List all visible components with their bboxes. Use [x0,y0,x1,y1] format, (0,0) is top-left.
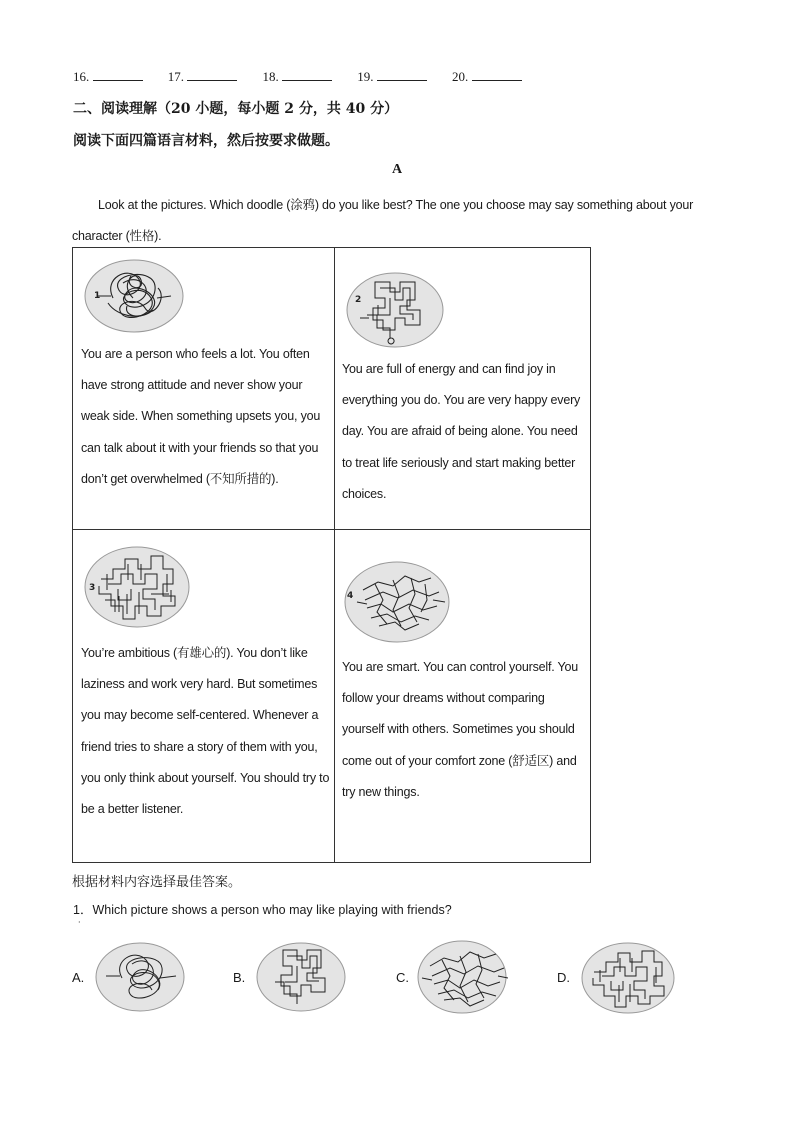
blank-19[interactable]: 19. [357,68,427,85]
blank-17[interactable]: 17. [168,68,238,85]
question-1: 1．Which picture shows a person who may like playing with friends? [73,903,452,917]
blank-18[interactable]: 18. [263,68,333,85]
question-intro: 根据材料内容选择最佳答案。 [72,875,242,890]
option-a-label[interactable]: A. [72,970,85,985]
part-title: A [391,162,403,177]
option-c-label[interactable]: C. [396,970,409,985]
doodle-table [72,247,591,863]
option-d-label[interactable]: D. [557,970,570,985]
cell-2 [335,248,591,530]
cell-3-text: You’re ambitious (有雄心的). You don’t like laziness and work very hard. But sometimes you may become self-centered. Whenever a friend tries to share a story of them with you, you only think about yourself. You should try to be a better listener. [81,646,330,817]
dot-mark: · [78,918,81,927]
blank-line [282,68,332,81]
intro-paragraph: Look at the pictures. Which doodle (涂鸦) do you like best? The one you choose may say something about your character (性格). [72,198,694,243]
cell-3 [73,530,335,863]
blank-16[interactable]: 16. [73,68,143,85]
doodle-number: 4 [347,591,354,601]
blank-line [187,68,237,81]
option-a-doodle-icon[interactable] [94,940,186,1014]
doodle-2-icon [345,270,445,350]
doodle-1-icon [83,258,185,334]
cell-4 [335,530,591,863]
blank-20[interactable]: 20. [452,68,522,85]
option-b-label[interactable]: B. [233,970,246,985]
doodle-3-icon [83,544,191,630]
blank-line [93,68,143,81]
answer-blanks-row [73,68,544,85]
blank-line [377,68,427,81]
doodle-number: 1 [94,291,101,301]
section-heading: 二、阅读理解（20 小题，每小题 2 分，共 40 分） [73,101,399,117]
cell-4-text: You are smart. You can control yourself. You follow your dreams without comparing yourself with others. Sometimes you should come out of your comfort zone (舒适区) and try new things. [342,660,579,799]
option-b-doodle-icon[interactable] [255,940,347,1014]
doodle-number: 3 [89,583,96,593]
cell-1 [73,248,335,530]
option-c-doodle-icon[interactable] [416,938,508,1016]
instructions: 阅读下面四篇语言材料，然后按要求做题。 [73,133,339,149]
doodle-4-icon [343,560,451,644]
doodle-number: 2 [355,295,362,305]
cell-1-text: You are a person who feels a lot. You often have strong attitude and never show your weak side. When something upsets you, you can talk about it with your friends so that you don’t get overwhelmed (不知所措的). [81,347,321,486]
blank-line [472,68,522,81]
cell-2-text: You are full of energy and can find joy in everything you do. You are very happy every day. You are afraid of being alone. You need to treat life seriously and start making better choices. [342,362,581,501]
option-d-doodle-icon[interactable] [580,940,676,1016]
